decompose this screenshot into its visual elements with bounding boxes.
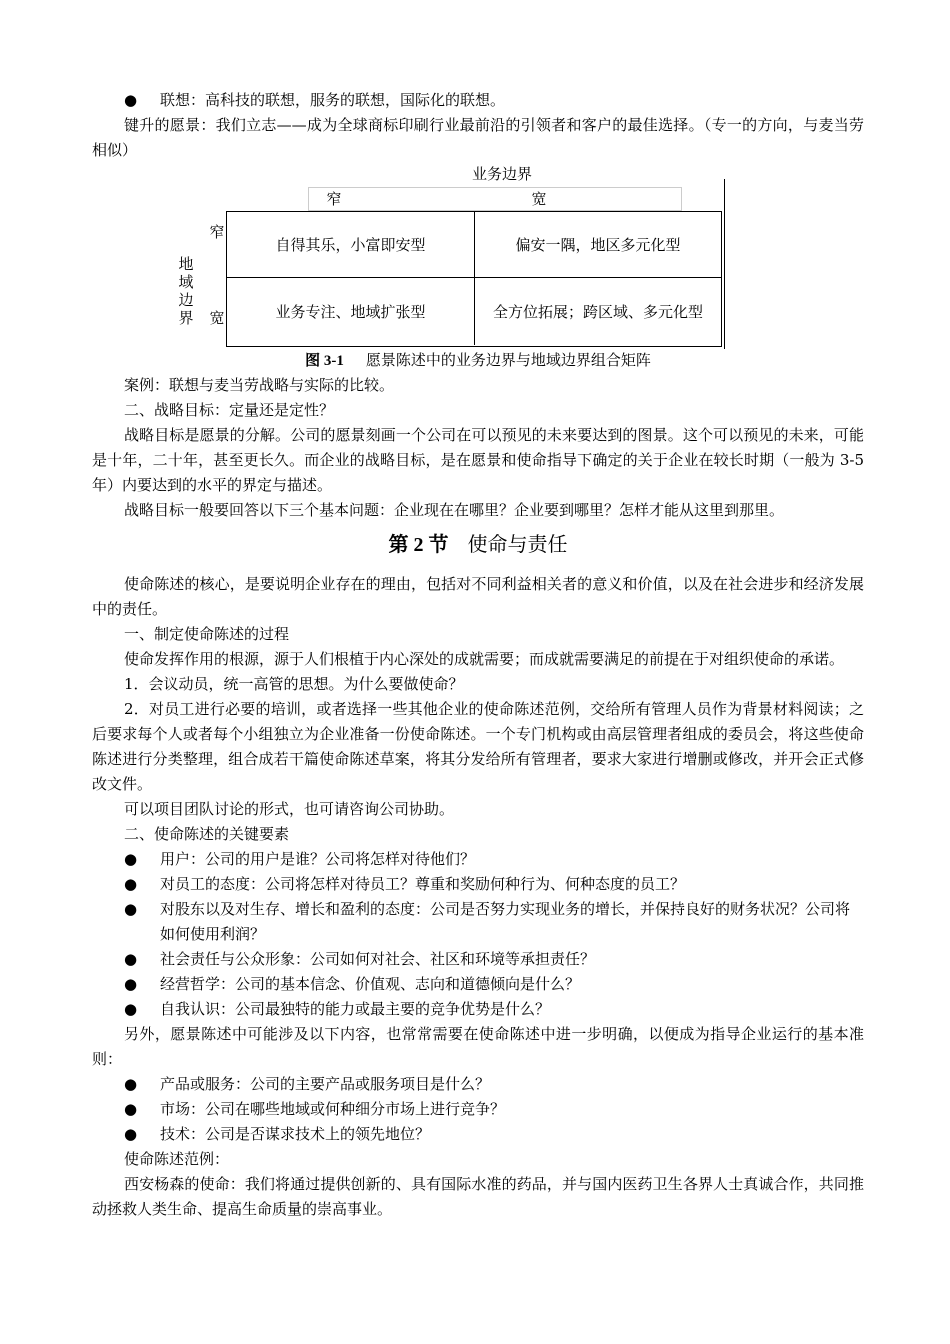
- subheading: 二、使命陈述的关键要素: [124, 825, 290, 843]
- paragraph: 战略目标一般要回答以下三个基本问题：企业现在在哪里？企业要到哪里？怎样才能从这里到那里。: [124, 501, 785, 519]
- bullet-dot-icon: ●: [124, 850, 138, 868]
- caption-text: 愿景陈述中的业务边界与地域边界组合矩阵: [365, 351, 651, 369]
- paragraph: 使命发挥作用的根源，源于人们根植于内心深处的成就需要；而成就需要满足的前提在于对组织使命的承诺。: [124, 650, 845, 668]
- bullet-item: ● 自我认识：公司最独特的能力或最主要的竞争优势是什么？: [92, 997, 864, 1022]
- bullet-dot-icon: ●: [124, 875, 138, 893]
- column-header-row: [308, 187, 682, 211]
- bullet-item: ● 市场：公司在哪些地域或何种细分市场上进行竞争？: [92, 1097, 864, 1122]
- bullet-dot-icon: ●: [124, 91, 138, 109]
- business-boundary-label: 业务边界: [471, 165, 532, 183]
- subheading: 一、制定使命陈述的过程: [124, 625, 290, 643]
- row-narrow-label: 窄: [209, 223, 225, 241]
- paragraph: 使命陈述的核心，是要说明企业存在的理由，包括对不同利益相关者的意义和价值，以及在社会进步和经济发展中的责任。: [92, 575, 864, 618]
- bullet-dot-icon: ●: [124, 975, 138, 993]
- matrix-cell: 全方位拓展；跨区域、多元化型: [492, 303, 703, 321]
- bullet-dot-icon: ●: [124, 900, 138, 918]
- bullet-item: ● 社会责任与公众形象：公司如何对社会、社区和环境等承担责任？: [92, 947, 864, 972]
- section-title: [92, 527, 864, 562]
- matrix-grid: [226, 211, 722, 347]
- matrix-cell: 自得其乐，小富即安型: [227, 212, 475, 278]
- paragraph: 1．会议动员，统一高管的思想。为什么要做使命？: [124, 675, 464, 693]
- bullet-dot-icon: ●: [124, 1100, 138, 1118]
- column-narrow-label: 窄: [326, 190, 342, 208]
- bullet-dot-icon: ●: [124, 1075, 138, 1093]
- bullet-item: ● 对股东以及对生存、增长和盈利的态度：公司是否努力实现业务的增长，并保持良好的财务状况？公司将如何使用利润？: [92, 897, 864, 947]
- row-wide-label: 宽: [209, 309, 225, 327]
- bullet-item: ● 技术：公司是否谋求技术上的领先地位？: [92, 1122, 864, 1147]
- figure-divider: [724, 179, 725, 349]
- bullet-item: ● 经营哲学：公司的基本信念、价值观、志向和道德倾向是什么？: [92, 972, 864, 997]
- bullet-item: ● 联想：高科技的联想，服务的联想，国际化的联想。: [92, 88, 864, 113]
- figure-caption: [92, 349, 864, 372]
- document-page: [92, 88, 864, 1222]
- bullet-dot-icon: ●: [124, 950, 138, 968]
- bullet-dot-icon: ●: [124, 1125, 138, 1143]
- section-name: 使命与责任: [467, 532, 568, 556]
- bullet-item: ● 产品或服务：公司的主要产品或服务项目是什么？: [92, 1072, 864, 1097]
- matrix-figure: [92, 163, 864, 373]
- matrix-cell: 偏安一隅，地区多元化型: [475, 212, 721, 278]
- column-wide-label: 宽: [531, 190, 547, 208]
- vision-paragraph: 键升的愿景：我们立志——成为全球商标印刷行业最前沿的引领者和客户的最佳选择。（专一的方向，与麦当劳相似）: [92, 116, 864, 159]
- section-number: 第 2 节: [388, 534, 449, 556]
- paragraph: 另外，愿景陈述中可能涉及以下内容，也常常需要在使命陈述中进一步明确，以便成为指导企业运行的基本准则：: [92, 1025, 864, 1068]
- paragraph: 可以项目团队讨论的形式，也可请咨询公司协助。: [124, 800, 455, 818]
- paragraph: 2．对员工进行必要的培训，或者选择一些其他企业的使命陈述范例，交给所有管理人员作为背景材料阅读；之后要求每个人或者每个小组独立为企业准备一份使命陈述。一个专门机构或由高层管理者组成的委员会，将这些使命陈述进行分类整理，组合成若干篇使命陈述草案，将其分发给所有管理者，要求大家进行增删或修改，并开会正式修改文件。: [92, 700, 864, 793]
- bullet-dot-icon: ●: [124, 1000, 138, 1018]
- bullet-item: ● 用户：公司的用户是谁？公司将怎样对待他们？: [92, 847, 864, 872]
- region-boundary-label: 地域边界: [178, 255, 194, 327]
- matrix-cell: 业务专注、地域扩张型: [227, 278, 475, 345]
- caption-number: 图 3-1: [305, 353, 344, 369]
- subheading: 二、战略目标：定量还是定性？: [124, 401, 335, 419]
- paragraph: 战略目标是愿景的分解。公司的愿景刻画一个公司在可以预见的未来要达到的图景。这个可以预见的未来，可能是十年，二十年，甚至更长久。而企业的战略目标，是在愿景和使命指导下确定的关于企业在较长时期（一般为 3-5 年）内要达到的水平的界定与描述。: [92, 426, 864, 494]
- paragraph: 西安杨森的使命：我们将通过提供创新的、具有国际水准的药品，并与国内医药卫生各界人士真诚合作，共同推动拯救人类生命、提高生命质量的崇高事业。: [92, 1175, 864, 1218]
- case-paragraph: 案例：联想与麦当劳战略与实际的比较。: [124, 376, 395, 394]
- bullet-item: ● 对员工的态度：公司将怎样对待员工？尊重和奖励何种行为、何种态度的员工？: [92, 872, 864, 897]
- paragraph: 使命陈述范例：: [124, 1150, 230, 1168]
